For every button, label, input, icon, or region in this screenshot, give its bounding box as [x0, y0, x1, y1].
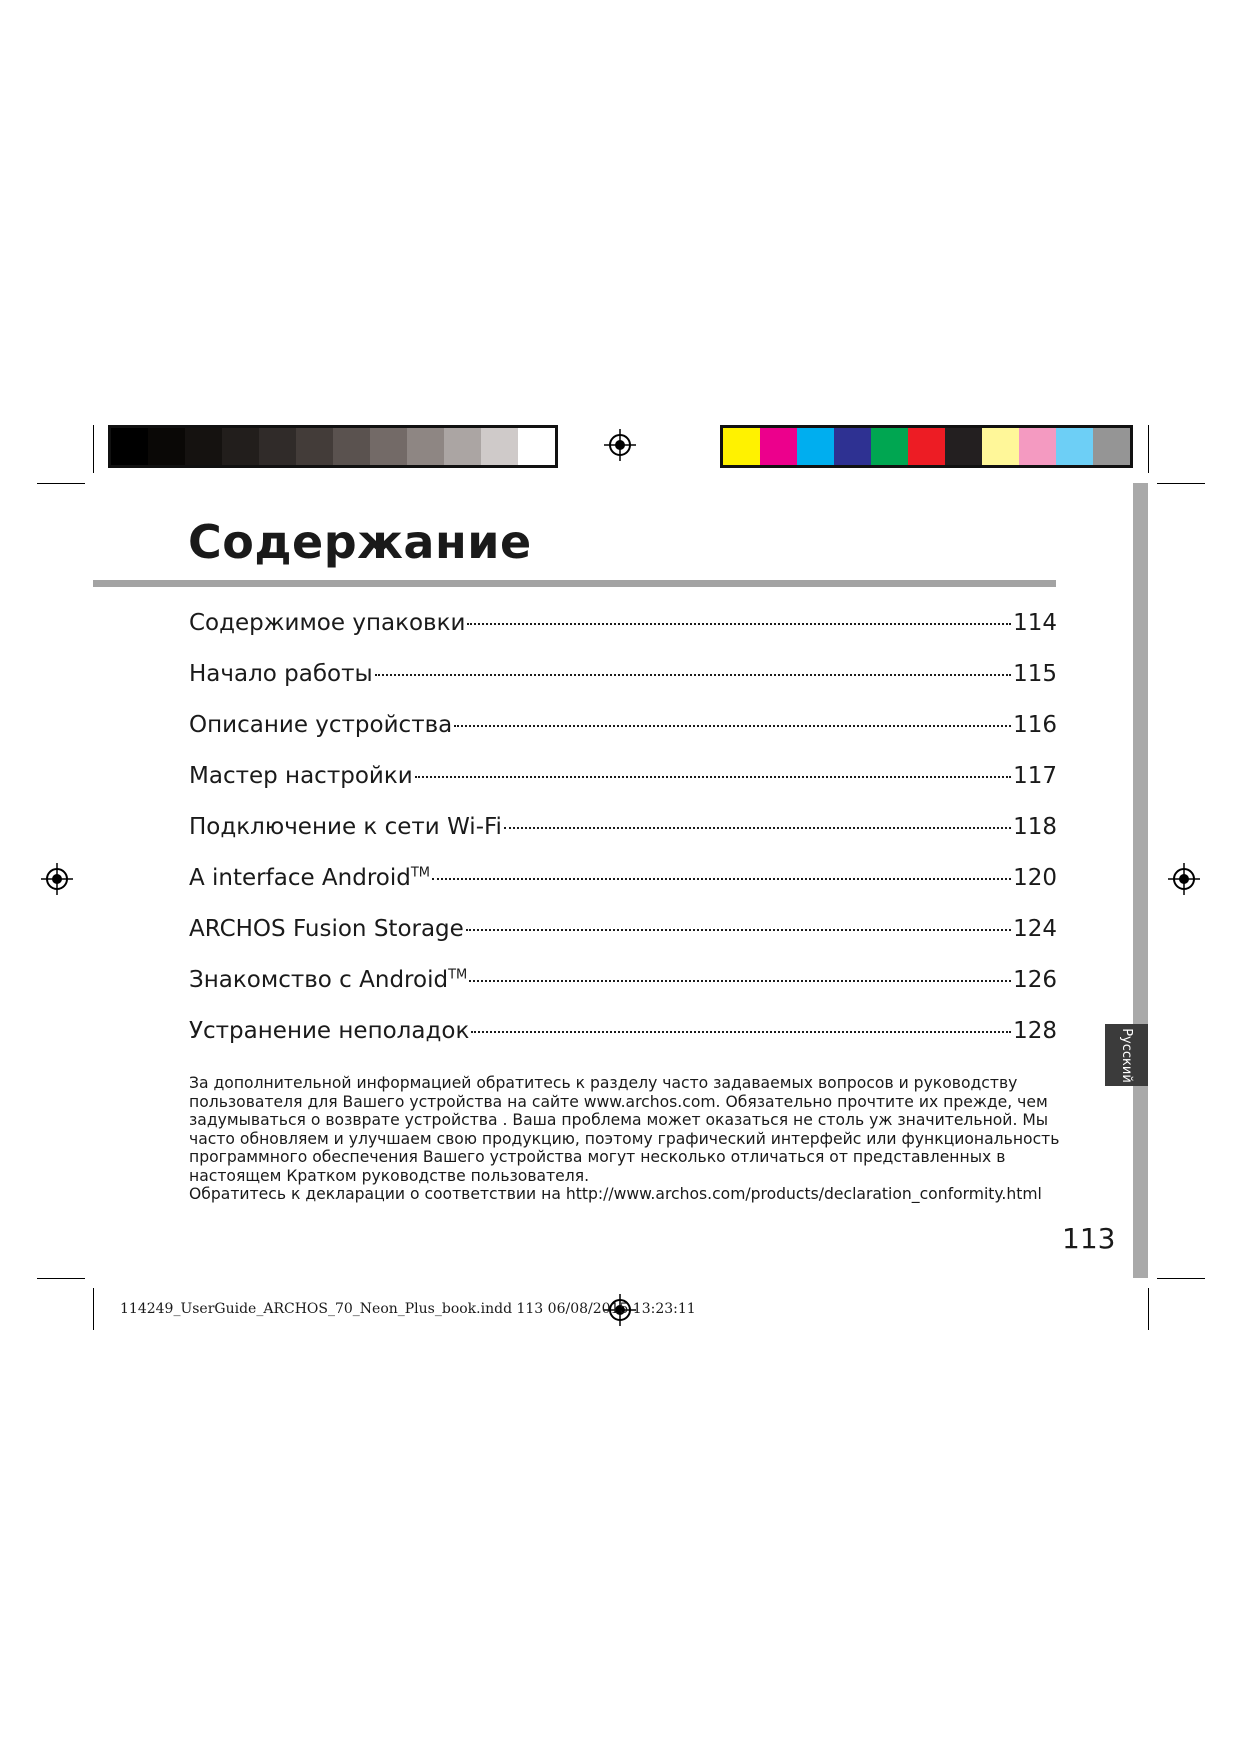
gray-swatch	[296, 428, 333, 465]
color-swatch	[1093, 428, 1130, 465]
toc-entry-label: Описание устройства	[189, 712, 453, 738]
gray-swatch	[222, 428, 259, 465]
toc-entry-label: Мастер настройки	[189, 763, 413, 789]
toc-entry-superscript: TM	[410, 865, 431, 881]
toc-entry-label: Подключение к сети Wi-Fi	[189, 814, 502, 840]
crop-mark-top-right	[1157, 483, 1205, 484]
color-swatch	[908, 428, 945, 465]
note-line: часто обновляем и улучшаем свою продукцию, поэтому графический интерфейс или функциональность	[189, 1129, 1060, 1148]
crop-mark-bottom-right-vertical	[1148, 1288, 1149, 1330]
print-slug: 114249_UserGuide_ARCHOS_70_Neon_Plus_book.indd 113 06/08/2015 13:23:11	[120, 1301, 696, 1317]
gray-swatch	[333, 428, 370, 465]
toc-entry-page: 117	[1013, 763, 1057, 789]
gray-swatch	[481, 428, 518, 465]
gray-swatch	[518, 428, 555, 465]
note-line: За дополнительной информацией обратитесь к разделу часто задаваемых вопросов и руководству	[189, 1074, 1018, 1092]
note-line: настоящем Кратком руководстве пользователя.	[189, 1166, 590, 1185]
toc-entry-page: 126	[1013, 967, 1057, 993]
crop-mark-bottom-left	[37, 1278, 85, 1279]
toc-dot-leader	[454, 725, 1011, 727]
color-swatch	[797, 428, 834, 465]
toc-dot-leader	[432, 878, 1011, 880]
registration-mark-right-icon	[1168, 863, 1200, 895]
color-swatch	[834, 428, 871, 465]
gray-swatch	[407, 428, 444, 465]
crop-mark-top-right-vertical	[1148, 425, 1149, 473]
toc-entry[interactable]	[189, 712, 1057, 763]
toc-entry-page: 116	[1013, 712, 1057, 738]
toc-entry-label: ARCHOS Fusion Storage	[189, 916, 464, 942]
toc-entry-label: Начало работы	[189, 661, 373, 687]
color-swatch	[1019, 428, 1056, 465]
color-swatch	[760, 428, 797, 465]
toc-dot-leader	[375, 674, 1011, 676]
toc-entry-page: 114	[1013, 610, 1057, 636]
gray-swatch	[185, 428, 222, 465]
registration-mark-top-icon	[604, 429, 636, 461]
toc-dot-leader	[469, 980, 1011, 982]
crop-mark-top-left-vertical	[93, 425, 94, 473]
conformity-link-line[interactable]: Обратитесь к декларации о соответствии на http://www.archos.com/products/declaration_conformity.html	[189, 1185, 1042, 1203]
gray-swatch	[259, 428, 296, 465]
toc-dot-leader	[471, 1031, 1011, 1033]
toc-entry-page: 120	[1013, 865, 1057, 891]
title-underline	[93, 580, 1056, 587]
toc-dot-leader	[466, 929, 1011, 931]
toc-entry-label: A interface Android	[189, 865, 411, 891]
gray-swatch	[444, 428, 481, 465]
registration-mark-left-icon	[41, 863, 73, 895]
note-line: задумываться о возврате устройства . Ваша проблема может оказаться не столь уж значительной. Мы	[189, 1111, 1049, 1129]
toc-dot-leader	[467, 623, 1011, 625]
toc-entry-page: 128	[1013, 1018, 1057, 1044]
color-swatch	[982, 428, 1019, 465]
crop-mark-bottom-right	[1157, 1278, 1205, 1279]
toc-entry-label: Содержимое упаковки	[189, 610, 466, 636]
gray-swatch	[111, 428, 148, 465]
color-swatch	[871, 428, 908, 465]
language-tab-label: Русский	[1119, 1027, 1135, 1083]
toc-entry[interactable]	[189, 610, 1057, 661]
page-number: 113	[1062, 1222, 1116, 1255]
language-tab[interactable]	[1105, 1024, 1148, 1086]
process-color-bar	[720, 425, 1133, 468]
toc-entry-label: Устранение неполадок	[189, 1018, 470, 1044]
note-line: пользователя для Вашего устройства на сайте www.archos.com. Обязательно прочтите их прежде, чем	[189, 1092, 1048, 1111]
table-of-contents	[189, 610, 1057, 1069]
color-swatch	[1056, 428, 1093, 465]
toc-entry[interactable]	[189, 865, 1057, 916]
toc-entry-page: 124	[1013, 916, 1057, 942]
toc-dot-leader	[415, 776, 1011, 778]
toc-entry-page: 118	[1013, 814, 1057, 840]
page-title: Содержание	[188, 515, 532, 569]
toc-entry[interactable]	[189, 814, 1057, 865]
gray-swatch	[370, 428, 407, 465]
toc-entry-label: Знакомство с Android	[189, 967, 449, 993]
crop-mark-bottom-left-vertical	[93, 1288, 94, 1330]
color-swatch	[945, 428, 982, 465]
toc-dot-leader	[504, 827, 1011, 829]
toc-entry[interactable]	[189, 967, 1057, 1018]
grayscale-color-bar	[108, 425, 558, 468]
toc-entry[interactable]	[189, 1018, 1057, 1069]
info-note	[189, 1074, 1089, 1204]
toc-entry[interactable]	[189, 916, 1057, 967]
toc-entry[interactable]	[189, 763, 1057, 814]
gray-swatch	[148, 428, 185, 465]
toc-entry-page: 115	[1013, 661, 1057, 687]
side-edge-bar	[1133, 483, 1148, 1278]
toc-entry[interactable]	[189, 661, 1057, 712]
note-line: программного обеспечения Вашего устройства могут несколько отличаться от представленных в	[189, 1148, 1006, 1166]
color-swatch	[723, 428, 760, 465]
crop-mark-top-left	[37, 483, 85, 484]
toc-entry-superscript: TM	[448, 967, 468, 983]
